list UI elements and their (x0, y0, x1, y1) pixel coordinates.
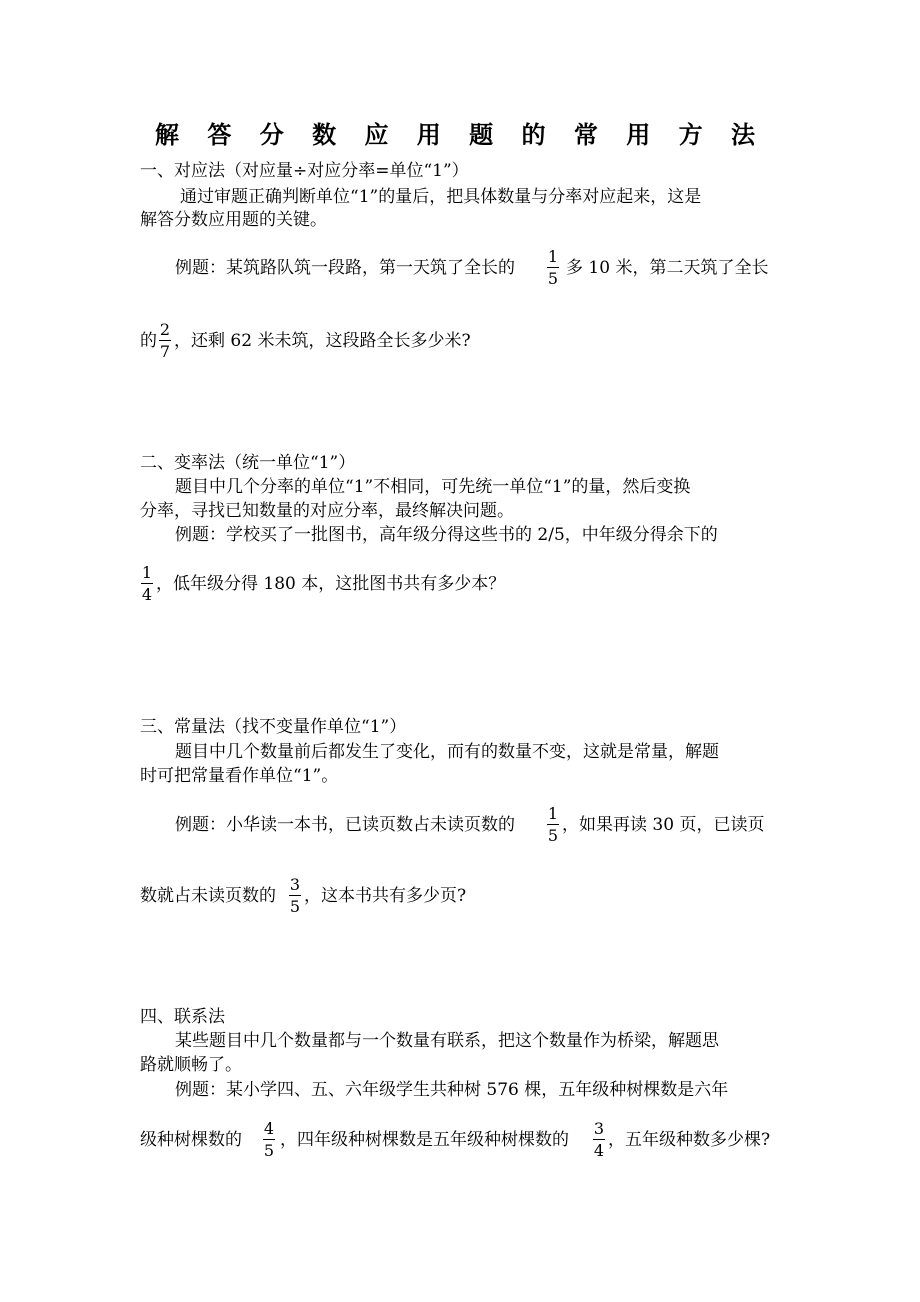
section-4-example-line-2b: ，四年级种树棵数是五年级种树棵数的 (280, 1130, 569, 1150)
section-1-fraction-1 (546, 248, 560, 288)
fraction-numerator: 2 (159, 320, 171, 339)
fraction-numerator: 1 (141, 563, 153, 582)
section-2-example-line-1: 例题：学校买了一批图书，高年级分得这些书的 2/5，中年级分得余下的 (175, 525, 718, 545)
fraction-bar (159, 340, 171, 341)
section-3-fraction-1 (546, 805, 560, 845)
section-1-paragraph-line-2: 解答分数应用题的关键。 (140, 210, 327, 230)
section-2-heading: 二、变率法（统一单位“1”） (140, 453, 356, 473)
section-3-example-line-2a: 数就占未读页数的 (140, 886, 276, 906)
fraction-bar (547, 267, 559, 268)
section-2-fraction-1 (140, 564, 154, 604)
section-1-example-line-1a: 例题：某筑路队筑一段路，第一天筑了全长的 (175, 258, 515, 278)
fraction-bar (593, 1139, 605, 1140)
section-3-example-line-1b: ，如果再读 30 页，已读页 (562, 815, 765, 835)
section-3-paragraph-line-2: 时可把常量看作单位“1”。 (140, 766, 339, 786)
page-title: 解 答 分 数 应 用 题 的 常 用 方 法 (155, 121, 765, 149)
section-4-paragraph-line-1: 某些题目中几个数量都与一个数量有联系，把这个数量作为桥梁，解题思 (175, 1031, 719, 1051)
section-4-example-line-2a: 级种树棵数的 (140, 1130, 242, 1150)
section-4-fraction-1 (262, 1120, 276, 1160)
fraction-numerator: 3 (289, 875, 301, 894)
fraction-denominator: 4 (141, 585, 153, 604)
fraction-denominator: 4 (593, 1141, 605, 1160)
section-1-paragraph-line-1: 通过审题正确判断单位“1”的量后，把具体数量与分率对应起来，这是 (180, 187, 702, 207)
section-3-example-line-2b: ，这本书共有多少页? (304, 886, 467, 906)
section-3-paragraph-line-1: 题目中几个数量前后都发生了变化，而有的数量不变，这就是常量，解题 (175, 742, 719, 762)
section-1-example-line-2a: 的 (140, 331, 157, 351)
section-4-example-line-2c: ，五年级种数多少棵? (608, 1130, 771, 1150)
fraction-bar (289, 895, 301, 896)
section-1-heading: 一、对应法（对应量÷对应分率=单位“1”） (140, 161, 469, 181)
section-3-heading: 三、常量法（找不变量作单位“1”） (140, 717, 407, 737)
section-3-example-line-1a: 例题：小华读一本书，已读页数占未读页数的 (175, 815, 515, 835)
fraction-denominator: 5 (547, 269, 559, 288)
section-4-heading: 四、联系法 (140, 1007, 225, 1027)
fraction-denominator: 5 (263, 1141, 275, 1160)
fraction-denominator: 5 (289, 897, 301, 916)
fraction-denominator: 7 (159, 342, 171, 361)
fraction-bar (141, 583, 153, 584)
fraction-bar (547, 824, 559, 825)
fraction-bar (263, 1139, 275, 1140)
section-2-paragraph-line-1: 题目中几个分率的单位“1”不相同，可先统一单位“1”的量，然后变换 (175, 477, 691, 497)
section-4-example-line-1: 例题：某小学四、五、六年级学生共种树 576 棵，五年级种树棵数是六年 (175, 1080, 729, 1100)
fraction-numerator: 3 (593, 1119, 605, 1138)
section-2-paragraph-line-2: 分率，寻找已知数量的对应分率，最终解决问题。 (140, 501, 514, 521)
fraction-numerator: 1 (547, 247, 559, 266)
fraction-numerator: 1 (547, 804, 559, 823)
section-4-fraction-2 (592, 1120, 606, 1160)
section-4-paragraph-line-2: 路就顺畅了。 (140, 1055, 242, 1075)
section-1-example-line-1b: 多 10 米，第二天筑了全长 (566, 258, 769, 278)
fraction-denominator: 5 (547, 826, 559, 845)
section-2-example-line-2: ，低年级分得 180 本，这批图书共有多少本？ (156, 574, 506, 594)
section-1-fraction-2 (158, 321, 172, 361)
section-1-example-line-2b: ，还剩 62 米未筑，这段路全长多少米? (174, 331, 471, 351)
section-3-fraction-2 (288, 876, 302, 916)
fraction-numerator: 4 (263, 1119, 275, 1138)
